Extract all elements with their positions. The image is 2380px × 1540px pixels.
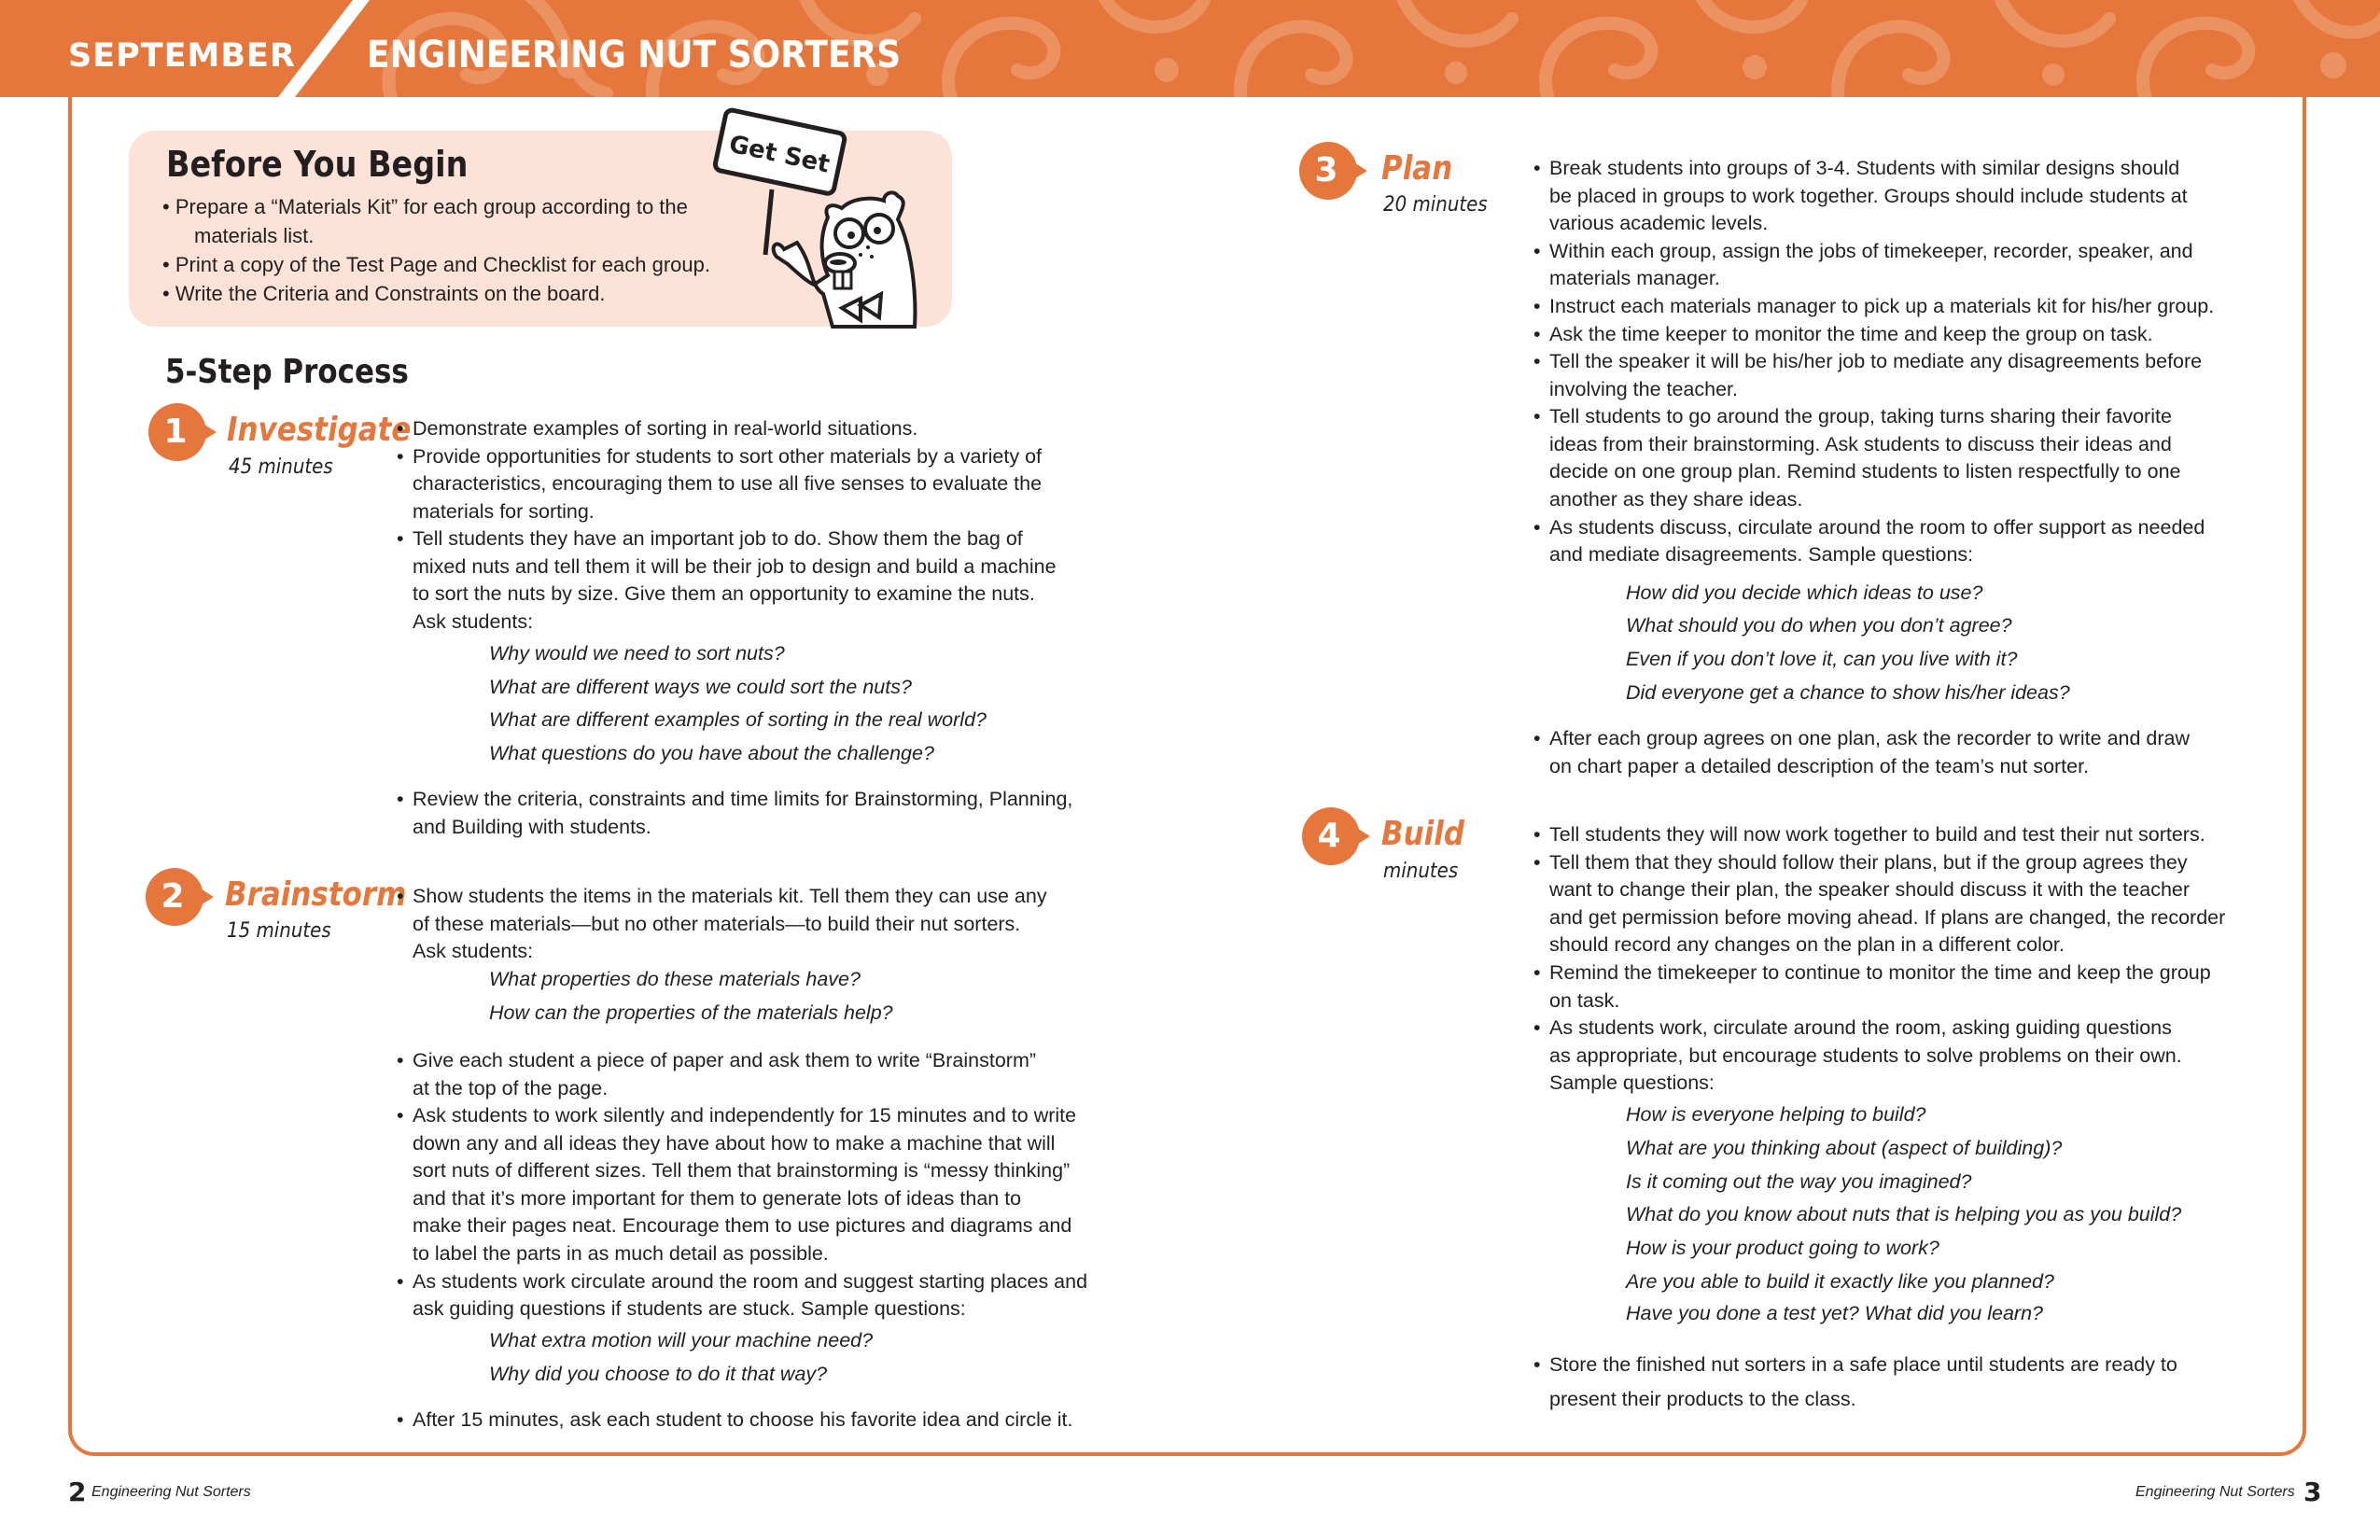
bullet-line: • Tell students to go around the group, taking turns sharing their favorite	[1549, 405, 2172, 428]
step-number: 1	[163, 413, 188, 451]
sample-question: How is everyone helping to build?	[1626, 1103, 1926, 1126]
sample-question: What are different ways we could sort the nuts?	[489, 676, 912, 698]
bullet-item	[1533, 849, 2225, 959]
bullet-item	[397, 786, 1072, 841]
step-duration: 45 minutes	[229, 455, 333, 479]
sample-question: What questions do you have about the challenge?	[489, 742, 934, 764]
bullet-line: • Give each student a piece of paper and ask them to write “Brainstorm”	[413, 1049, 1037, 1071]
sample-question: How is your product going to work?	[1626, 1237, 1939, 1259]
step-title: Build	[1381, 815, 1465, 853]
before-you-begin-list	[162, 192, 732, 308]
bullet-line: should record any changes on the plan in a different color.	[1549, 933, 2065, 957]
list-item: • Prepare a “Materials Kit” for each group according to the materials list.	[162, 195, 688, 247]
bullet-item	[1533, 1348, 2177, 1417]
bullet-line: and get permission before moving ahead. If plans are changed, the recorder	[1549, 905, 2226, 929]
step-number-badge	[145, 867, 204, 927]
list-item: • Print a copy of the Test Page and Checklist for each group.	[162, 253, 710, 276]
bullet-item	[397, 443, 1042, 526]
bullet-line: mixed nuts and tell them it will be their job to design and build a machine	[413, 554, 1057, 578]
bullet-item	[1533, 155, 2188, 238]
page-header	[0, 0, 2380, 97]
bullet-item	[397, 1102, 1076, 1267]
process-heading: 5-Step Process	[165, 353, 409, 391]
bullet-line: • Demonstrate examples of sorting in real-world situations.	[413, 417, 918, 440]
step-title: Brainstorm	[225, 875, 407, 914]
bullet-line: Ask students:	[413, 940, 534, 962]
bullet-item	[397, 525, 1057, 636]
bullet-line: materials for sorting.	[413, 499, 595, 523]
bullet-line: decide on one group plan. Remind students to listen respectfully to one	[1549, 460, 2181, 483]
bullet-line: • Within each group, assign the jobs of timekeeper, recorder, speaker, and	[1549, 239, 2193, 262]
bullet-line: of these materials—but no other materials—to build their nut sorters.	[413, 912, 1021, 935]
step-title: Investigate	[227, 411, 412, 449]
bullet-item	[397, 1047, 1036, 1102]
sample-question: What should you do when you don’t agree?	[1626, 614, 2012, 637]
bullet-line: want to change their plan, the speaker should discuss it with the teacher	[1549, 878, 2191, 902]
bullet-line: • Break students into groups of 3-4. Students with similar designs should	[1549, 157, 2180, 179]
bullet-line: ask guiding questions if students are stuck. Sample questions:	[413, 1297, 966, 1321]
step-number-badge	[1298, 141, 1358, 201]
bullet-item	[397, 1268, 1087, 1323]
sample-question: How did you decide which ideas to use?	[1626, 581, 1983, 604]
list-item: • Write the Criteria and Constraints on the board.	[162, 282, 606, 305]
bullet-line: • Review the criteria, constraints and time limits for Brainstorming, Planning,	[413, 788, 1073, 810]
sample-question: What properties do these materials have?	[489, 968, 861, 990]
bullet-item	[397, 1407, 1073, 1435]
bullet-line: • Tell them that they should follow their plans, but if the group agrees they	[1549, 850, 2188, 874]
bullet-line: present their products to the class.	[1549, 1388, 1856, 1410]
bullet-line: • Provide opportunities for students to sort other materials by a variety of	[413, 444, 1042, 468]
step-number-badge	[147, 402, 207, 462]
bullet-line: • Remind the timekeeper to continue to monitor the time and keep the group	[1549, 961, 2211, 984]
sample-question: What are different examples of sorting in the real world?	[489, 708, 987, 731]
sample-question: What are you thinking about (aspect of building)?	[1626, 1137, 2063, 1159]
bullet-line: materials manager.	[1549, 267, 1720, 290]
bullet-line: • Tell the speaker it will be his/her job to mediate any disagreements before	[1549, 350, 2203, 373]
bullet-line: and mediate disagreements. Sample questions:	[1549, 543, 1974, 567]
document-title: ENGINEERING NUT SORTERS	[367, 34, 902, 77]
bullet-line: on task.	[1549, 988, 1620, 1012]
bullet-item	[1533, 514, 2205, 569]
bullet-item	[1533, 293, 2214, 321]
step-number: 4	[1317, 817, 1341, 855]
sample-question: Even if you don’t love it, can you live with it?	[1626, 648, 2018, 670]
bullet-line: involving the teacher.	[1549, 377, 1738, 400]
bullet-line: • Show students the items in the materials kit. Tell them they can use any	[413, 885, 1047, 907]
sign-text: Get Set	[726, 130, 833, 179]
bullet-line: • As students work circulate around the room and suggest starting places and	[413, 1269, 1088, 1293]
bullet-line: and Building with students.	[413, 815, 651, 838]
bullet-item	[1533, 821, 2205, 849]
bullet-item	[1533, 725, 2190, 780]
bullet-line: ideas from their brainstorming. Ask students to discuss their ideas and	[1549, 432, 2172, 455]
sample-question: What do you know about nuts that is helping you as you build?	[1626, 1203, 2182, 1225]
bullet-line: as appropriate, but encourage students to solve problems on their own.	[1549, 1043, 2182, 1067]
bullet-line: at the top of the page.	[413, 1076, 609, 1099]
bullet-line: sort nuts of different sizes. Tell them that brainstorming is “messy thinking”	[413, 1159, 1071, 1183]
bullet-item	[1533, 1015, 2182, 1098]
bullet-item	[1533, 321, 2153, 349]
bullet-item	[1533, 348, 2202, 403]
step-duration: 15 minutes	[227, 919, 331, 943]
bullet-line: • Ask students to work silently and independently for 15 minutes and to write	[413, 1104, 1077, 1127]
bullet-line: • Instruct each materials manager to pick up a materials kit for his/her group.	[1549, 295, 2215, 317]
sample-question: How can the properties of the materials help?	[489, 1001, 893, 1024]
sample-question: Are you able to build it exactly like you planned?	[1626, 1270, 2054, 1293]
bullet-line: • Tell students they have an important job to do. Show them the bag of	[413, 527, 1023, 551]
right-footer-title: Engineering Nut Sorters	[2135, 1484, 2295, 1500]
sample-question: What extra motion will your machine need?	[489, 1329, 874, 1351]
step-duration: minutes	[1383, 860, 1459, 883]
bullet-line: be placed in groups to work together. Groups should include students at	[1549, 184, 2188, 207]
bullet-item	[397, 415, 917, 443]
bullet-line: another as they share ideas.	[1549, 487, 1803, 511]
bullet-line: make their pages neat. Encourage them to use pictures and diagrams and	[413, 1214, 1072, 1238]
bullet-item	[1533, 959, 2211, 1015]
bullet-line: • Tell students they will now work together to build and test their nut sorters.	[1549, 823, 2205, 846]
bullet-line: to sort the nuts by size. Give them an opportunity to examine the nuts.	[413, 582, 1035, 606]
bullet-line: Ask students:	[413, 609, 534, 633]
left-footer-title: Engineering Nut Sorters	[91, 1484, 251, 1500]
month-label: SEPTEMBER	[68, 37, 296, 75]
bullet-line: and that it’s more important for them to generate lots of ideas than to	[413, 1186, 1022, 1210]
left-page-number: 2	[68, 1477, 87, 1507]
bullet-line: • Store the finished nut sorters in a safe place until students are ready to	[1549, 1353, 2177, 1376]
bullet-line: to label the parts in as much detail as possible.	[413, 1241, 829, 1265]
bullet-line: • As students work, circulate around the room, asking guiding questions	[1549, 1016, 2172, 1040]
before-you-begin-heading: Before You Begin	[166, 144, 469, 185]
step-number: 3	[1314, 151, 1338, 189]
bullet-line: on chart paper a detailed description of the team’s nut sorter.	[1549, 754, 2090, 777]
step-number: 2	[161, 877, 185, 916]
step-title: Plan	[1381, 149, 1453, 188]
bullet-line: • After each group agrees on one plan, ask the recorder to write and draw	[1549, 727, 2191, 749]
bullet-item	[1533, 238, 2193, 293]
sample-question: Why did you choose to do it that way?	[489, 1363, 828, 1385]
bullet-line: characteristics, encouraging them to use all five senses to evaluate the	[413, 472, 1043, 496]
beaver-mascot-icon	[711, 107, 926, 331]
bullet-item	[397, 883, 1047, 966]
sample-question: Is it coming out the way you imagined?	[1626, 1170, 1972, 1193]
bullet-line: Sample questions:	[1549, 1071, 1715, 1095]
bullet-line: • Ask the time keeper to monitor the time and keep the group on task.	[1549, 322, 2153, 345]
right-page-number: 3	[2303, 1477, 2322, 1507]
bullet-line: • After 15 minutes, ask each student to choose his favorite idea and circle it.	[413, 1408, 1073, 1431]
bullet-line: • As students discuss, circulate around the room to offer support as needed	[1549, 515, 2205, 539]
bullet-item	[1533, 403, 2180, 513]
bullet-line: down any and all ideas they have about how to make a machine that will	[413, 1131, 1056, 1155]
step-number-badge	[1301, 806, 1361, 866]
bullet-line: various academic levels.	[1549, 212, 1769, 234]
sample-question: Did everyone get a chance to show his/her ideas?	[1626, 681, 2070, 704]
sample-question: Have you done a test yet? What did you learn?	[1626, 1302, 2043, 1324]
step-duration: 20 minutes	[1383, 193, 1488, 217]
sample-question: Why would we need to sort nuts?	[489, 642, 785, 665]
